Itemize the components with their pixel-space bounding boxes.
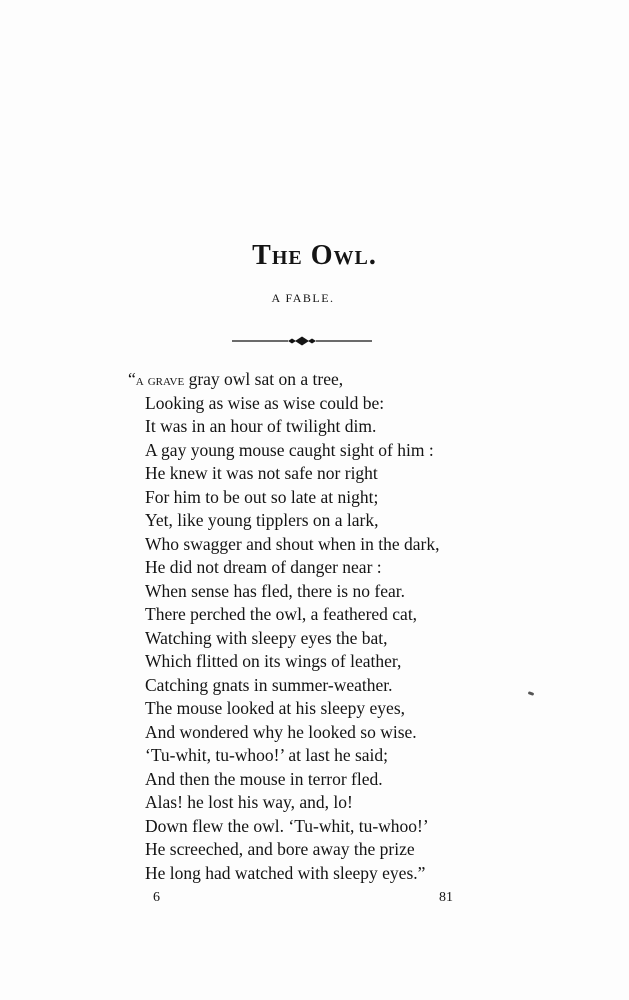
poem-line: ‘Tu-whit, tu-whoo!’ at last he said;	[145, 745, 389, 765]
page-number: 81	[439, 890, 453, 905]
poem-line: And then the mouse in terror fled.	[145, 768, 383, 789]
poem-line: Catching gnats in summer-weather.	[145, 674, 393, 695]
poem-line: Watching with sleepy eyes the bat,	[145, 627, 388, 648]
opening-quote: “	[128, 369, 136, 389]
poem-line: He did not dream of danger near :	[145, 557, 382, 577]
poem-line: Looking as wise as wise could be:	[145, 392, 385, 413]
poem-line: He knew it was not safe nor right	[145, 463, 378, 483]
signature-mark: 6	[153, 890, 160, 905]
poem-line: Alas! he lost his way, and, lo!	[145, 792, 353, 812]
poem-line: Which flitted on its wings of leather,	[145, 651, 402, 671]
ornament-divider	[232, 336, 372, 346]
ink-speck	[528, 691, 535, 696]
poem-title: The Owl.	[252, 240, 377, 271]
poem-subtitle: A FABLE.	[271, 291, 335, 305]
poem-line: He long had watched with sleepy eyes.”	[145, 862, 426, 883]
poem-line: It was in an hour of twilight dim.	[145, 416, 377, 436]
poem-line: A gay young mouse caught sight of him :	[145, 439, 434, 460]
poem-line	[128, 368, 440, 392]
poem-line: Yet, like young tipplers on a lark,	[145, 510, 379, 530]
poem-body	[128, 368, 440, 885]
poem-line-text: gray owl sat on a tree,	[184, 369, 344, 389]
poem-line: There perched the owl, a feathered cat,	[145, 604, 418, 624]
poem-line: Who swagger and shout when in the dark,	[145, 533, 440, 554]
poem-line: When sense has fled, there is no fear.	[145, 580, 405, 601]
poem-line: Down flew the owl. ‘Tu-whit, tu-whoo!’	[145, 815, 429, 836]
lead-small-caps: a grave	[135, 372, 185, 389]
poem-line: The mouse looked at his sleepy eyes,	[145, 698, 406, 718]
poem-line: He screeched, and bore away the prize	[145, 839, 415, 859]
poem-line: And wondered why he looked so wise.	[145, 721, 417, 742]
poem-line: For him to be out so late at night;	[145, 486, 379, 507]
